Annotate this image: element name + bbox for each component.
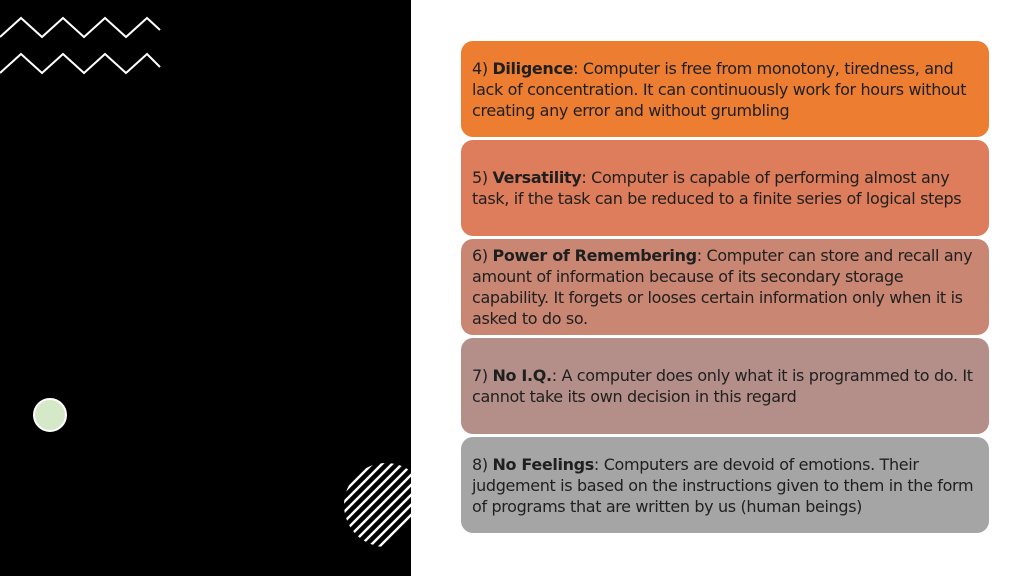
hatched-circle-decoration <box>344 462 414 552</box>
card-versatility-text <box>472 167 978 209</box>
card-number: 5) <box>472 168 488 187</box>
green-circle-decoration <box>33 398 67 432</box>
card-power-of-remembering <box>461 239 989 335</box>
card-no-feelings <box>461 437 989 533</box>
card-diligence-text <box>472 58 978 121</box>
card-number: 4) <box>472 58 488 78</box>
card-number: 6) <box>472 246 488 265</box>
card-versatility <box>461 140 989 236</box>
card-number: 7) <box>472 366 488 385</box>
card-power-of-remembering-text <box>472 245 978 329</box>
card-description: : Computer is free from monotony, tiredness, and lack of concentration. It can continuously work for hours without creating any error and without grumbling <box>472 58 967 120</box>
card-description: : Computer can store and recall any amount of information because of its secondary storage capability. It forgets or looses certain information only when it is asked to do so. <box>472 246 973 328</box>
card-description: : A computer does only what it is programmed to do. It cannot take its own decision in this regard <box>472 366 973 406</box>
card-title: No I.Q. <box>492 366 552 385</box>
card-no-iq-text <box>472 365 978 407</box>
card-no-feelings-text <box>472 454 978 517</box>
zigzag-decoration <box>0 0 170 90</box>
card-description: : Computers are devoid of emotions. Their judgement is based on the instructions given to them in the form of programs that are written by us (human beings) <box>472 454 974 516</box>
card-diligence <box>461 41 989 137</box>
card-title: No Feelings <box>492 454 594 474</box>
card-title: Versatility <box>492 168 582 187</box>
card-no-iq <box>461 338 989 434</box>
card-number: 8) <box>472 454 488 474</box>
card-description: : Computer is capable of performing almost any task, if the task can be reduced to a finite series of logical steps <box>472 168 962 208</box>
card-title: Power of Remembering <box>492 246 697 265</box>
card-title: Diligence <box>492 58 574 78</box>
